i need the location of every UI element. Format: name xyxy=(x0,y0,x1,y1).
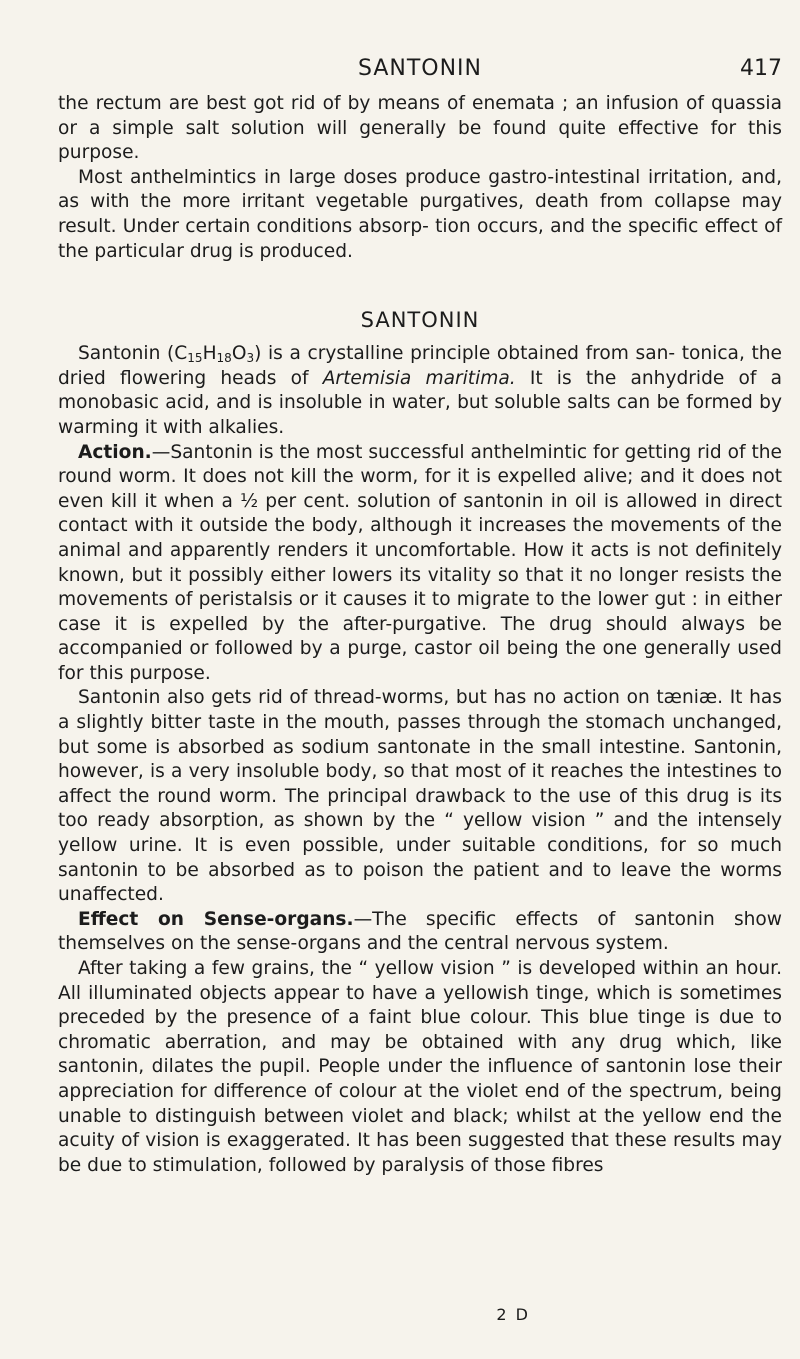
formula-name: Santonin xyxy=(78,343,161,365)
formula-sub-oxygen: 3 xyxy=(246,351,255,366)
formula-close: ) xyxy=(254,343,262,365)
action-text: —Santonin is the most successful anthelmintic for getting rid of the round worm. It does not kill the worm, for it is expelled alive; and it does not even kill it when a ½ per cent. solution of santonin in oil is allowed in direct contact with it outside the body, although it increases the movements of the animal and apparently renders it uncomfortable. How it acts is not definitely known, but it possibly either lowers its vitality so that it no longer resists the movements of peristalsis or it causes it to migrate to the lower gut : in either case it is expelled by the after-purgative. The drug should always be accompanied or followed by a purge, castor oil being the one generally used for this purpose. xyxy=(58,441,782,684)
threadworm-paragraph: Santonin also gets rid of thread-worms, but has no action on tæniæ. It has a slightly bitter taste in the mouth, passes through the stomach unchanged, but some is absorbed as sodium santonate in the small intestine. Santonin, however, is a very insoluble body, so that most of it reaches the intestines to affect the round worm. The principal drawback to the use of this drug is its too ready absorption, as shown by the “ yellow vision ” and the intensely yellow urine. It is even possible, under suitable conditions, for so much santonin to be absorbed as to poison the patient and to leave the worms unaffected. xyxy=(58,687,782,906)
formula-sub-carbon: 15 xyxy=(187,351,203,366)
sense-organs-paragraph xyxy=(58,908,782,957)
action-run-in-heading: Action. xyxy=(78,441,152,463)
running-title: SANTONIN xyxy=(357,56,483,81)
sense-organs-text: —The specific effects of santonin show themselves on the sense-organs and the central nervous system. xyxy=(58,908,782,955)
page xyxy=(58,56,782,1178)
formula-open: (C xyxy=(167,343,188,365)
section-heading: SANTONIN xyxy=(360,308,480,333)
signature-mark: 2 D xyxy=(496,1305,530,1324)
formula-o: O xyxy=(231,343,247,365)
page-number: 417 xyxy=(740,56,782,81)
action-paragraph xyxy=(58,441,782,687)
intro-paragraph-2: Most anthelmintics in large doses produce gastro-intestinal irritation, and, as with the more irritant vegetable purgatives, death from collapse may result. Under certain conditions absorp- tion occurs, and the specific effect of the particular drug is produced. xyxy=(58,166,782,262)
formula-sub-hydrogen: 18 xyxy=(216,351,232,366)
santonin-definition-paragraph xyxy=(58,342,782,440)
intro-paragraph-1: the rectum are best got rid of by means of enemata ; an infusion of quassia or a simple salt solution will generally be found quite effective for this purpose. xyxy=(58,93,782,164)
yellow-vision-paragraph: After taking a few grains, the “ yellow vision ” is developed within an hour. All illuminated objects appear to have a yellowish tinge, which is sometimes preceded by the presence of a faint blue colour. This blue tinge is due to chromatic aberration, and may be obtained with any drug which, like santonin, dilates the pupil. People under the influence of santonin lose their appreciation for difference of colour at the violet end of the spectrum, being unable to distinguish between violet and black; whilst at the yellow end the acuity of vision is exaggerated. It has been suggested that these results may be due to stimulation, followed by paralysis of those fibres xyxy=(58,958,782,1176)
species-name: Artemisia maritima. xyxy=(322,367,516,389)
formula-h: H xyxy=(202,343,217,365)
running-head xyxy=(58,56,782,92)
definition-rest: It is the anhydride of a monobasic acid, and is insoluble in water, but soluble salts can be formed by warming it with alkalies. xyxy=(58,367,782,438)
definition-text: is a crystalline principle obtained from san- tonica, the dried flowering heads of xyxy=(58,343,782,389)
sense-organs-run-in-heading: Effect on Sense-organs. xyxy=(78,908,354,930)
